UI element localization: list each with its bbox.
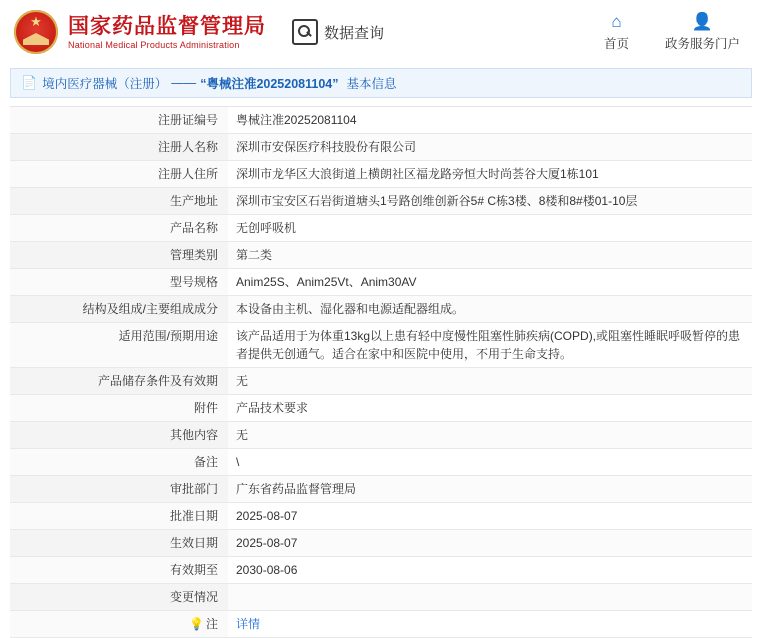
table-row: [10, 215, 752, 242]
table-row: [10, 161, 752, 188]
row-label: 产品名称: [10, 215, 228, 242]
table-row: [10, 557, 752, 584]
nav-item-home-label: 首页: [603, 36, 629, 51]
row-label: 备注: [10, 449, 228, 476]
data-query-label: 数据查询: [324, 24, 385, 42]
row-label: 生效日期: [10, 530, 228, 557]
table-row: [10, 503, 752, 530]
nav-item-service-portal-label: 政务服务门户: [664, 36, 740, 51]
row-value: 2025-08-07: [228, 503, 752, 530]
table-row: [10, 269, 752, 296]
table-row: [10, 296, 752, 323]
row-value: 无: [228, 368, 752, 395]
row-value: 深圳市宝安区石岩街道塘头1号路创维创新谷5# C栋3楼、8楼和8#楼01-10层: [228, 188, 752, 215]
table-row: [10, 188, 752, 215]
brand-block: [68, 14, 266, 50]
home-icon: ⌂: [611, 11, 622, 31]
table-row: [10, 395, 752, 422]
row-label: 其他内容: [10, 422, 228, 449]
row-value: \: [228, 449, 752, 476]
table-row: [10, 449, 752, 476]
table-row: [10, 107, 752, 134]
row-label: 注册人名称: [10, 134, 228, 161]
search-icon: [292, 19, 318, 45]
bulb-icon: 💡: [189, 617, 204, 631]
note-label-cell: [10, 611, 228, 638]
brand-title-en: National Medical Products Administration: [68, 39, 240, 50]
row-label: 结构及组成/主要组成成分: [10, 296, 228, 323]
row-value: 2030-08-06: [228, 557, 752, 584]
breadcrumb-suffix: 基本信息: [346, 77, 397, 91]
row-label: 变更情况: [10, 584, 228, 611]
row-label: 管理类别: [10, 242, 228, 269]
row-value: 2025-08-07: [228, 530, 752, 557]
row-label: 适用范围/预期用途: [10, 323, 228, 368]
row-label: 审批部门: [10, 476, 228, 503]
site-header: [0, 0, 762, 64]
table-row: [10, 476, 752, 503]
table-row: [10, 584, 752, 611]
data-query-entry[interactable]: [292, 19, 384, 45]
row-label: 批准日期: [10, 503, 228, 530]
row-value: 该产品适用于为体重13kg以上患有轻中度慢性阻塞性肺疾病(COPD),或阻塞性睡眠呼吸暂停的患者提供无创通气。适合在家中和医院中使用，不用于生命支持。: [228, 323, 752, 368]
row-value: 广东省药品监督管理局: [228, 476, 752, 503]
table-row: [10, 422, 752, 449]
row-label: 生产地址: [10, 188, 228, 215]
row-label: 注册证编号: [10, 107, 228, 134]
row-label: 注册人住所: [10, 161, 228, 188]
table-row: [10, 134, 752, 161]
row-value: 本设备由主机、湿化器和电源适配器组成。: [228, 296, 752, 323]
record-detail-table: [10, 106, 752, 638]
row-value: 产品技术要求: [228, 395, 752, 422]
breadcrumb-record: “粤械注准20252081104”: [200, 77, 339, 91]
row-value: 深圳市龙华区大浪街道上横朗社区福龙路旁恒大时尚荟谷大厦1栋101: [228, 161, 752, 188]
table-row: [10, 242, 752, 269]
nav-item-service-portal[interactable]: [665, 13, 740, 52]
row-label: 产品储存条件及有效期: [10, 368, 228, 395]
breadcrumb: [10, 68, 752, 98]
table-row-note: [10, 611, 752, 638]
nav-item-home[interactable]: [604, 13, 629, 52]
user-icon: 👤: [691, 11, 714, 31]
row-label: 型号规格: [10, 269, 228, 296]
breadcrumb-category: 境内医疗器械（注册）: [42, 77, 168, 91]
table-row: [10, 368, 752, 395]
breadcrumb-separator: ——: [171, 76, 197, 90]
row-value: 无: [228, 422, 752, 449]
table-row: [10, 323, 752, 368]
header-nav: [604, 13, 744, 52]
table-row: [10, 530, 752, 557]
brand-title-cn: 国家药品监督管理局: [68, 13, 266, 38]
row-value: 第二类: [228, 242, 752, 269]
national-emblem-icon: [14, 10, 58, 54]
row-value: Anim25S、Anim25Vt、Anim30AV: [228, 269, 752, 296]
row-value: 深圳市安保医疗科技股份有限公司: [228, 134, 752, 161]
note-detail-link[interactable]: 详情: [236, 617, 261, 631]
note-label: 注: [205, 617, 218, 631]
document-icon: 📄: [21, 75, 38, 90]
row-value: 粤械注准20252081104: [228, 107, 752, 134]
row-label: 附件: [10, 395, 228, 422]
row-label: 有效期至: [10, 557, 228, 584]
row-value: 无创呼吸机: [228, 215, 752, 242]
note-value-cell: [228, 611, 752, 638]
row-value: [228, 584, 752, 611]
